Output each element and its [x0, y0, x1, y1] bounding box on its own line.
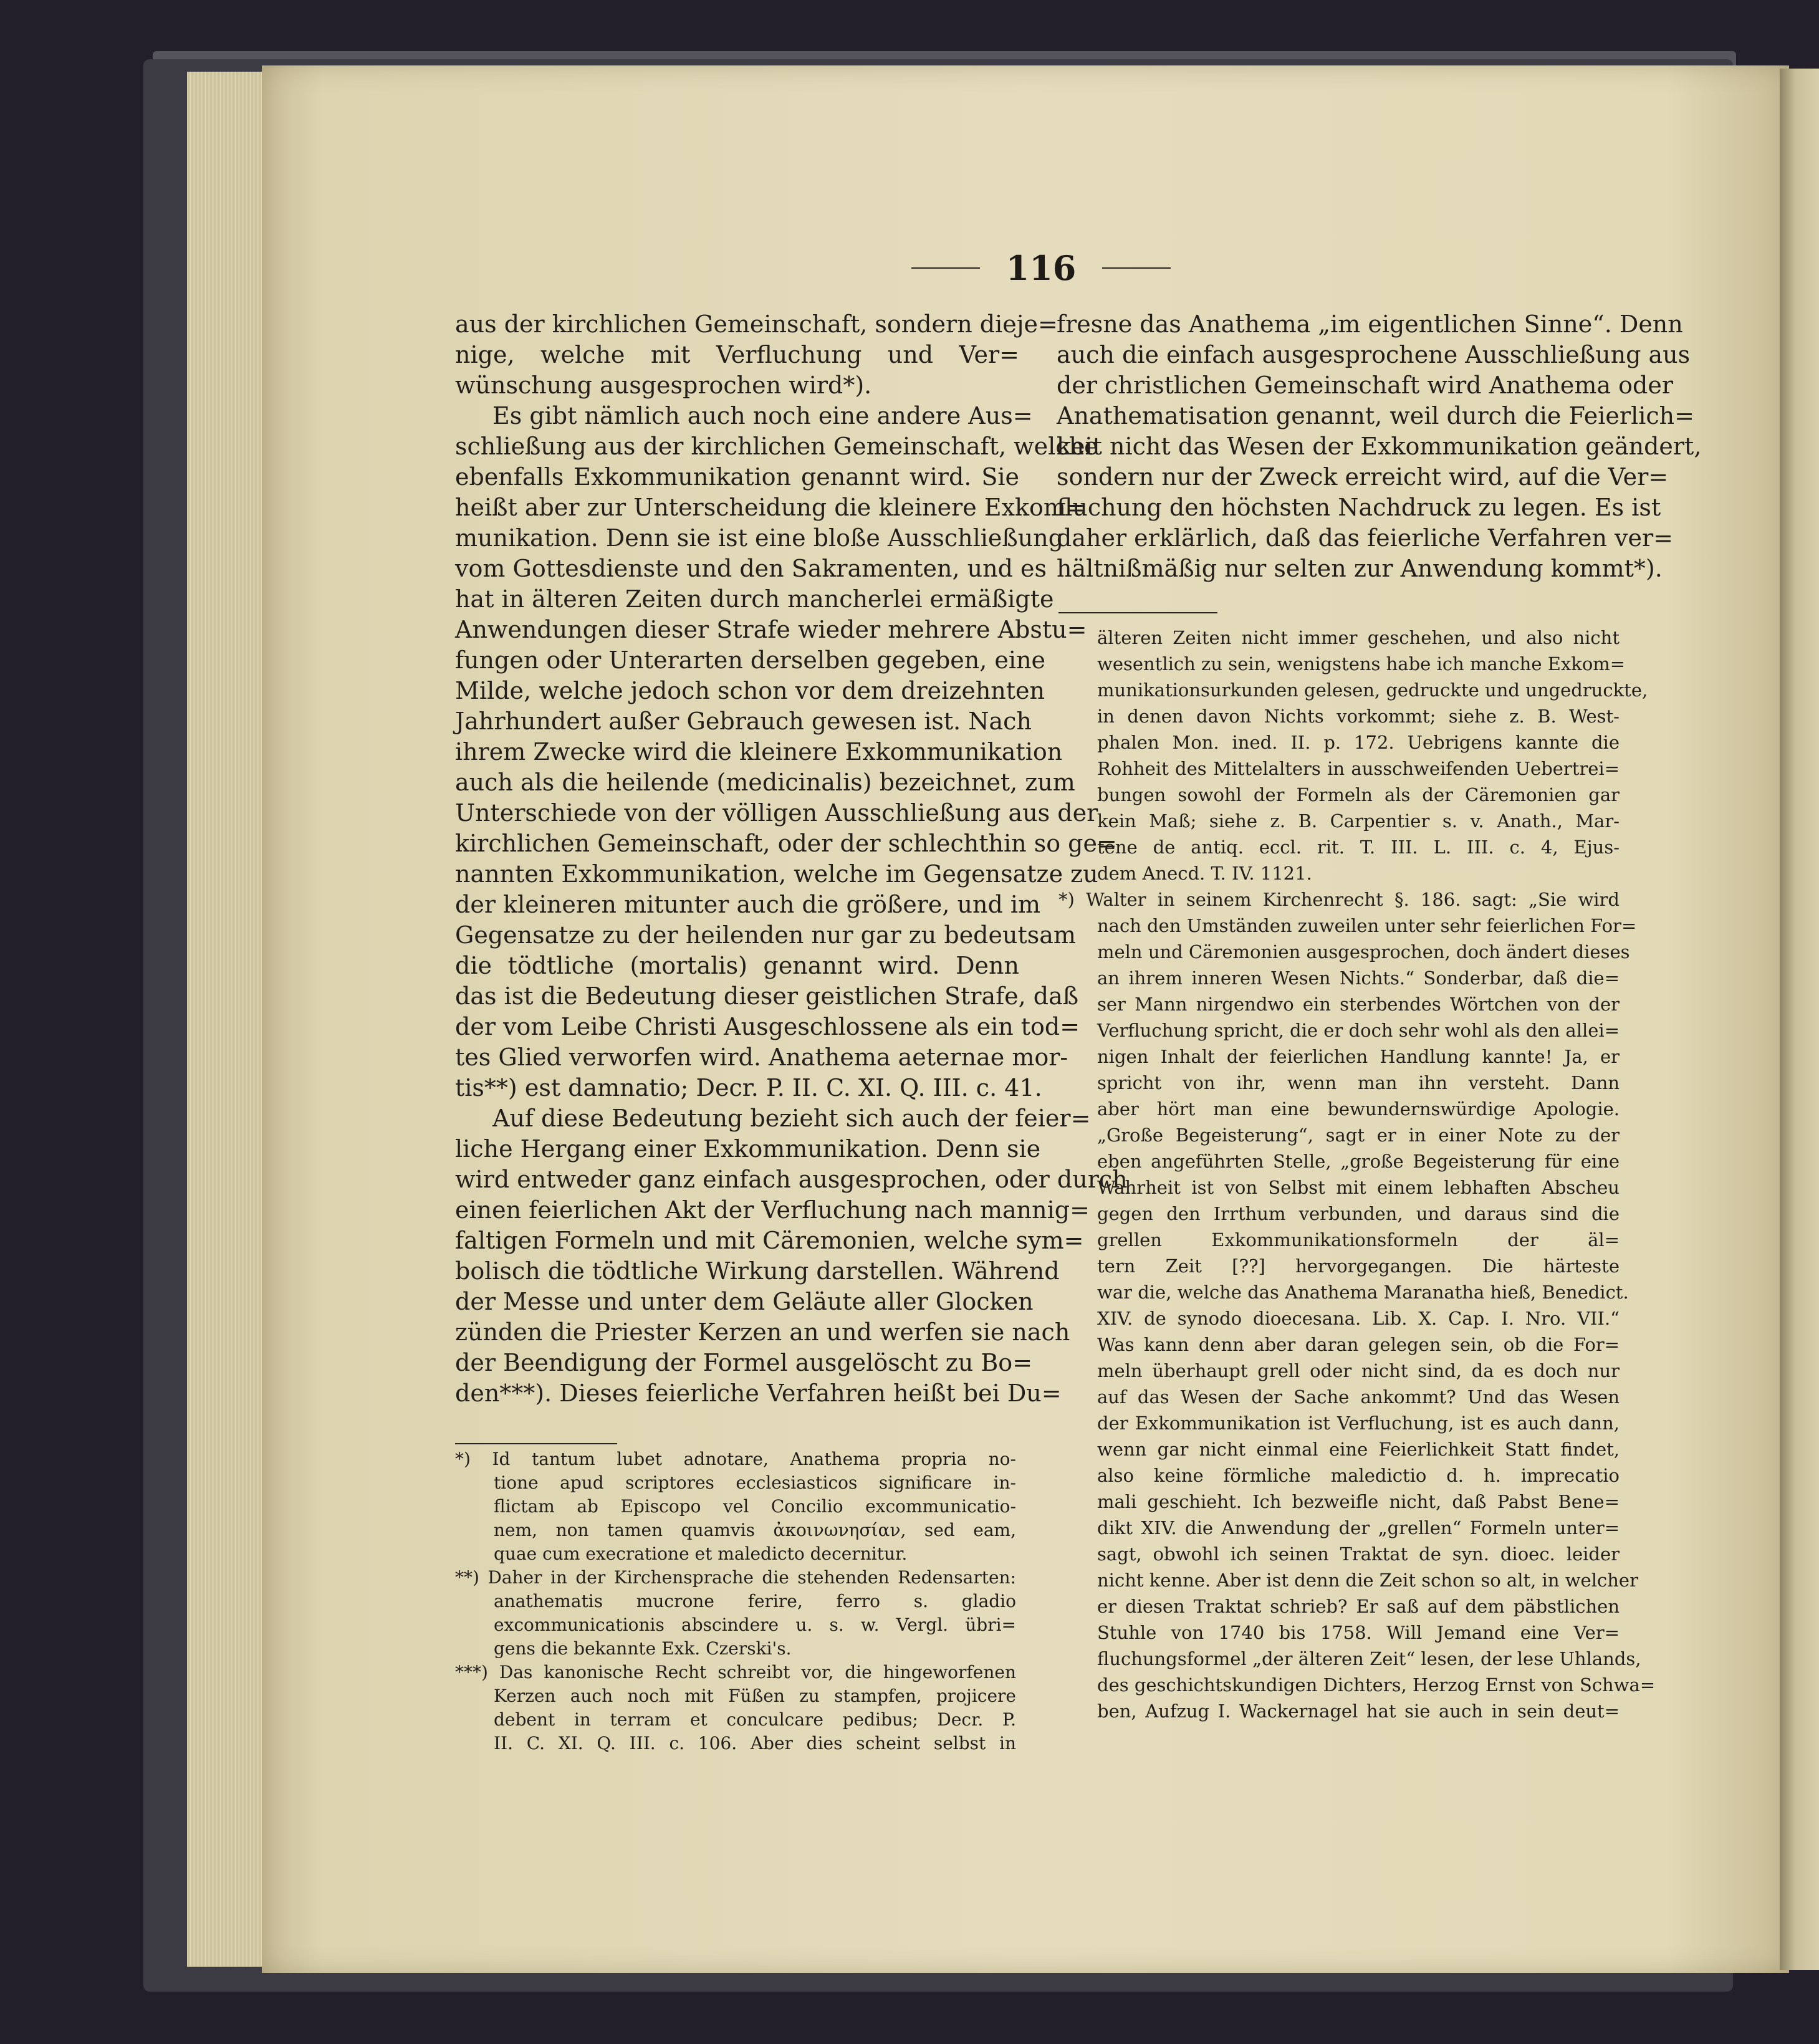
text-line: der Messe und unter dem Geläute aller Glocken — [455, 1288, 1034, 1315]
footnote-line: tene de antiq. eccl. rit. T. III. L. III. c. 4, Ejus- — [1097, 837, 1620, 858]
text-line: Anwendungen dieser Strafe wieder mehrere Abstu= — [455, 616, 1087, 643]
text-line: Milde, welche jedoch schon vor dem dreizehnten — [455, 677, 1045, 704]
text-line: schließung aus der kirchlichen Gemeinschaft, welche — [455, 433, 1098, 460]
text-line: ebenfalls Exkommunikation genannt wird. Sie — [455, 463, 1019, 491]
footnote-line: meln überhaupt grell oder nicht sind, da es doch nur — [1097, 1360, 1620, 1381]
footnote-line: ***) Das kanonische Recht schreibt vor, die hingeworfenen — [455, 1662, 1016, 1682]
left-footnotes — [455, 1447, 1016, 1755]
footnote-line: mali geschieht. Ich bezweifle nicht, daß Pabst Bene= — [1097, 1491, 1620, 1512]
text-line: nannten Exkommunikation, welche im Gegensatze zu — [455, 860, 1098, 888]
footnote-line: munikationsurkunden gelesen, gedruckte und ungedruckte, — [1097, 679, 1648, 701]
footnote-line: des geschichtskundigen Dichters, Herzog Ernst von Schwa= — [1097, 1674, 1656, 1696]
page-stack-edge — [187, 72, 269, 1967]
text-line: heißt aber zur Unterscheidung die kleinere Exkom= — [455, 494, 1086, 521]
text-line: liche Hergang einer Exkommunikation. Denn sie — [455, 1135, 1041, 1163]
text-line: fluchung den höchsten Nachdruck zu legen. Es ist — [1057, 494, 1661, 521]
footnote-line: Verfluchung spricht, die er doch sehr wohl als den allei= — [1097, 1020, 1620, 1041]
text-line: sondern nur der Zweck erreicht wird, auf die Ver= — [1057, 463, 1669, 491]
text-line: Jahrhundert außer Gebrauch gewesen ist. Nach — [455, 708, 1032, 735]
page-header — [885, 246, 1197, 290]
footnote-line: also keine förmliche maledictio d. h. imprecatio — [1097, 1465, 1620, 1486]
footnote-line: wesentlich zu sein, wenigstens habe ich manche Exkom= — [1097, 653, 1626, 674]
footnote-line: sagt, obwohl ich seinen Traktat de syn. dioec. leider — [1097, 1543, 1620, 1565]
text-line: keit nicht das Wesen der Exkommunikation geändert, — [1057, 433, 1702, 460]
footnote-line: Wahrheit ist von Selbst mit einem lebhaften Abscheu — [1097, 1177, 1620, 1198]
footnote-line: Kerzen auch noch mit Füßen zu stampfen, projicere — [494, 1686, 1016, 1706]
text-line: vom Gottesdienste und den Sakramenten, und es — [455, 555, 1047, 582]
text-line: Gegensatze zu der heilenden nur gar zu bedeutsam — [455, 921, 1076, 949]
footnote-line: Was kann denn aber daran gelegen sein, ob die For= — [1097, 1334, 1620, 1355]
footnote-line: gens die bekannte Exk. Czerski's. — [494, 1638, 792, 1659]
footnote-line: fluchungsformel „der älteren Zeit“ lesen, der lese Uhlands, — [1097, 1648, 1641, 1669]
text-line: einen feierlichen Akt der Verfluchung nach mannig= — [455, 1196, 1090, 1224]
footnote-line: nach den Umständen zuweilen unter sehr feierlichen For= — [1097, 915, 1637, 936]
text-line: der vom Leibe Christi Ausgeschlossene als ein tod= — [455, 1013, 1080, 1040]
text-line: auch die einfach ausgesprochene Ausschließung aus — [1057, 341, 1691, 368]
footnote-line: phalen Mon. ined. II. p. 172. Uebrigens kannte die — [1097, 732, 1620, 753]
footnote-line: *) Walter in seinem Kirchenrecht §. 186. sagt: „Sie wird — [1058, 889, 1620, 910]
text-line: den***). Dieses feierliche Verfahren heißt bei Du= — [455, 1379, 1062, 1407]
footnote-line: Rohheit des Mittelalters in ausschweifenden Uebertrei= — [1097, 758, 1620, 779]
text-line: tes Glied verworfen wird. Anathema aeternae mor- — [455, 1044, 1068, 1071]
footnote-line: in denen davon Nichts vorkommt; siehe z. B. West- — [1097, 706, 1620, 727]
footnote-line: ser Mann nirgendwo ein sterbendes Wörtchen von der — [1097, 994, 1620, 1015]
footnote-line: gegen den Irrthum verbunden, und daraus sind die — [1097, 1203, 1620, 1224]
footnote-line: nicht kenne. Aber ist denn die Zeit schon so alt, in welcher — [1097, 1570, 1638, 1591]
text-line: ihrem Zwecke wird die kleinere Exkommunikation — [455, 738, 1063, 765]
header-rule-left — [911, 267, 980, 269]
text-line: Anathematisation genannt, weil durch die Feierlich= — [1057, 402, 1694, 429]
footnote-line: flictam ab Episcopo vel Concilio excommunicatio- — [494, 1496, 1016, 1517]
footnote-rule — [1058, 612, 1217, 613]
text-line: aus der kirchlichen Gemeinschaft, sondern dieje= — [455, 310, 1058, 338]
footnote-line: nigen Inhalt der feierlichen Handlung kannte! Ja, er — [1097, 1046, 1620, 1067]
footnote-line: an ihrem inneren Wesen Nichts.“ Sonderbar, daß die= — [1097, 967, 1620, 989]
footnote-line: älteren Zeiten nicht immer geschehen, und also nicht — [1097, 627, 1620, 648]
footnote-line: dikt XIV. die Anwendung der „grellen“ Formeln unter= — [1097, 1517, 1620, 1538]
footnote-line: der Exkommunikation ist Verfluchung, ist es auch dann, — [1097, 1413, 1620, 1434]
text-line: daher erklärlich, daß das feierliche Verfahren ver= — [1057, 524, 1674, 552]
left-column — [455, 309, 1128, 1409]
footnote-line: quae cum execratione et maledicto decernitur. — [494, 1543, 908, 1564]
footnote-line: auf das Wesen der Sache ankommt? Und das Wesen — [1097, 1386, 1620, 1408]
footnote-line: war die, welche das Anathema Maranatha hieß, Benedict. — [1097, 1282, 1629, 1303]
text-line: fungen oder Unterarten derselben gegeben, eine — [455, 646, 1046, 674]
footnote-line: II. C. XI. Q. III. c. 106. Aber dies scheint selbst in — [494, 1733, 1016, 1754]
text-line: der christlichen Gemeinschaft wird Anathema oder — [1057, 372, 1674, 399]
footnote-line: aber hört man eine bewundernswürdige Apologie. — [1097, 1098, 1620, 1120]
footnote-line: anathematis mucrone ferire, ferro s. gladio — [494, 1591, 1016, 1611]
footnote-line: ben, Aufzug I. Wackernagel hat sie auch in sein deut= — [1097, 1701, 1620, 1722]
text-line: zünden die Priester Kerzen an und werfen sie nach — [455, 1318, 1070, 1346]
footnote-line: meln und Cäremonien ausgesprochen, doch ändert dieses — [1097, 941, 1630, 962]
footnote-line: spricht von ihr, wenn man ihn versteht. Dann — [1097, 1072, 1620, 1093]
text-line: hat in älteren Zeiten durch mancherlei ermäßigte — [455, 585, 1054, 613]
facing-page-edge — [1780, 69, 1819, 1970]
footnote-line: *) Id tantum lubet adnotare, Anathema propria no- — [455, 1449, 1016, 1469]
footnote-line: dem Anecd. T. IV. 1121. — [1097, 863, 1312, 884]
footnote-line: kein Maß; siehe z. B. Carpentier s. v. Anath., Mar- — [1097, 810, 1620, 832]
text-line: Auf diese Bedeutung bezieht sich auch der feier= — [492, 1105, 1091, 1132]
text-line: faltigen Formeln und mit Cäremonien, welche sym= — [455, 1227, 1084, 1254]
text-line: kirchlichen Gemeinschaft, oder der schlechthin so ge= — [455, 830, 1117, 857]
text-line: bolisch die tödtliche Wirkung darstellen. Während — [455, 1257, 1060, 1285]
text-line: hältnißmäßig nur selten zur Anwendung kommt*). — [1057, 555, 1663, 582]
page-number: 116 — [1005, 248, 1077, 288]
footnote-line: debent in terram et conculcare pedibus; Decr. P. — [494, 1709, 1016, 1730]
text-line: Unterschiede von der völligen Ausschließung aus der — [455, 799, 1098, 827]
text-line: fresne das Anathema „im eigentlichen Sinne“. Denn — [1057, 310, 1683, 338]
right-footnotes — [1058, 625, 1656, 1724]
footnote-line: **) Daher in der Kirchensprache die stehenden Redensarten: — [455, 1567, 1016, 1588]
footnote-line: nem, non tamen quamvis ἀκοινωνησίαν, sed eam, — [494, 1520, 1016, 1540]
footnote-line: tern Zeit [??] hervorgegangen. Die härteste — [1097, 1255, 1620, 1277]
text-line: der Beendigung der Formel ausgelöscht zu Bo= — [455, 1349, 1033, 1376]
footnote-line: bungen sowohl der Formeln als der Cäremonien gar — [1097, 784, 1620, 805]
text-line: munikation. Denn sie ist eine bloße Ausschließung — [455, 524, 1064, 552]
footnote-line: wenn gar nicht einmal eine Feierlichkeit Statt findet, — [1097, 1439, 1620, 1460]
footnote-line: tione apud scriptores ecclesiasticos significare in- — [494, 1472, 1016, 1493]
footnote-line: er diesen Traktat schrieb? Er saß auf dem päbstlichen — [1097, 1596, 1620, 1617]
text-line: wünschung ausgesprochen wird*). — [455, 372, 872, 399]
text-line: Es gibt nämlich auch noch eine andere Aus= — [492, 402, 1033, 429]
footnote-line: „Große Begeisterung“, sagt er in einer Note zu der — [1097, 1125, 1620, 1146]
text-line: das ist die Bedeutung dieser geistlichen Strafe, daß — [455, 982, 1079, 1010]
text-line: der kleineren mitunter auch die größere, und im — [455, 891, 1041, 918]
footnote-line: Stuhle von 1740 bis 1758. Will Jemand eine Ver= — [1097, 1622, 1620, 1643]
right-column — [1057, 309, 1702, 584]
text-line: wird entweder ganz einfach ausgesprochen, oder durch — [455, 1166, 1128, 1193]
header-rule-right — [1102, 267, 1171, 269]
text-line: die tödtliche (mortalis) genannt wird. Denn — [455, 952, 1019, 979]
footnote-line: excommunicationis abscindere u. s. w. Vergl. übri= — [494, 1615, 1016, 1635]
text-line: tis**) est damnatio; Decr. P. II. C. XI. Q. III. c. 41. — [455, 1074, 1042, 1101]
footnote-line: grellen Exkommunikationsformeln der äl= — [1097, 1229, 1620, 1250]
footnote-rule — [455, 1443, 617, 1444]
text-line: auch als die heilende (medicinalis) bezeichnet, zum — [455, 769, 1075, 796]
footnote-line: XIV. de synodo dioecesana. Lib. X. Cap. I. Nro. VII.“ — [1097, 1308, 1620, 1329]
text-line: nige, welche mit Verfluchung und Ver= — [455, 341, 1019, 368]
footnote-line: eben angeführten Stelle, „große Begeisterung für eine — [1097, 1151, 1620, 1172]
